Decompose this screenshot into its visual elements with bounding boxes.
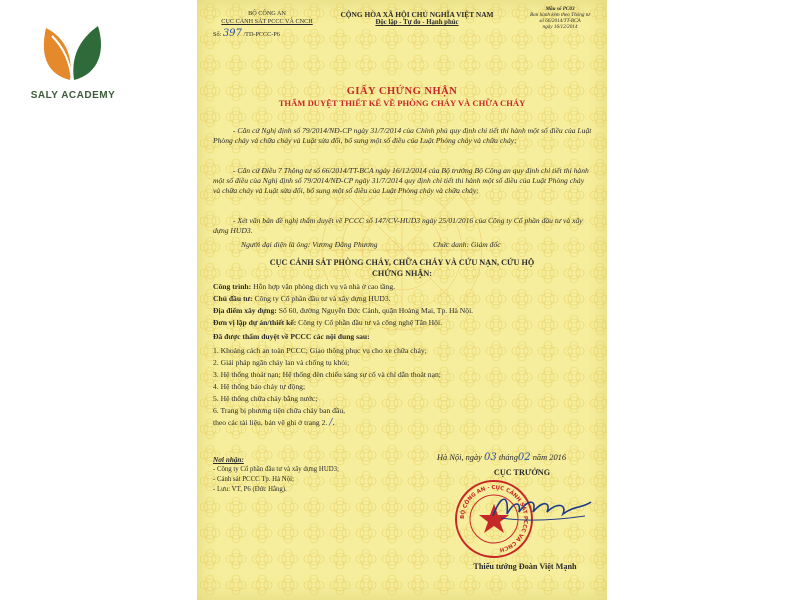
form-date: ngày 16/12/2014	[542, 24, 578, 30]
date-month: 02	[517, 452, 531, 463]
approved-heading: Đã được thẩm duyệt về PCCC các nội dung sau:	[213, 332, 370, 341]
form-code: Mẫu số PC03	[545, 6, 575, 12]
field-project	[213, 282, 395, 291]
field-location	[213, 306, 473, 315]
representative-title	[433, 240, 501, 249]
form-circular: số 66/2014/TT-BCA	[539, 18, 581, 24]
list-item: 5. Hệ thống chữa cháy bằng nước;	[213, 394, 318, 403]
recipient-item: - Lưu: VT, P6 (Đức Hằng).	[213, 486, 287, 493]
list-item: 3. Hệ thống thoát nạn; Hệ thống đèn chiếu sáng sự cố và chỉ dẫn thoát nạn;	[213, 370, 441, 379]
certificate-document	[197, 0, 607, 600]
representative-label: Người đại diện là ông:	[241, 240, 311, 249]
documents-reference	[213, 418, 335, 428]
recipient-item: - Cảnh sát PCCC Tp. Hà Nội;	[213, 476, 294, 483]
seal-text: BỘ CÔNG AN · CỤC CẢNH SÁT PCCC VÀ CNCH	[459, 484, 529, 553]
certifies-heading: CHỨNG NHẬN:	[372, 269, 432, 278]
date-month-label: tháng	[498, 453, 518, 462]
field-value: Công ty Cổ phần đầu tư và công nghệ Tân Hội.	[298, 318, 442, 327]
field-label: Công trình:	[213, 282, 252, 291]
date-prefix: Hà Nội, ngày	[437, 453, 482, 462]
issuer-ministry: BỘ CÔNG AN	[248, 10, 286, 17]
signature	[487, 488, 597, 528]
signer-title: CỤC TRƯỞNG	[493, 468, 551, 477]
documents-handwritten: /.	[329, 418, 336, 428]
basis-circular: - Căn cứ Điều 7 Thông tư số 66/2014/TT-BCA ngày 16/12/2014 của Bộ trưởng Bộ Công an quy định chi tiết thi hành một số điều của Nghị định số 79/2014/NĐ-CP ngày 31/7/2014 quy định chi tiết thi hành một số điều của Luật Phòng cháy và chữa cháy và Luật sửa đổi, bổ sung một số điều của Luật Phòng cháy và chữa cháy;	[213, 166, 589, 196]
national-title: CỘNG HÒA XÃ HỘI CHỦ NGHĨA VIỆT NAM	[340, 10, 494, 19]
representative-title-value: Giám đốc	[470, 240, 501, 249]
document-number	[213, 28, 280, 39]
issue-date	[437, 452, 566, 463]
field-value: Công ty Cổ phần đầu tư và xây dựng HUD3.	[254, 294, 391, 303]
recipient-item: - Công ty Cổ phần đầu tư và xây dựng HUD3;	[213, 466, 339, 473]
representative-title-label: Chức danh:	[433, 240, 469, 249]
issuer-department: CỤC CẢNH SÁT PCCC VÀ CNCH	[221, 18, 313, 25]
field-label: Đơn vị lập dự án/thiết kế:	[213, 318, 297, 327]
representative-line	[241, 240, 378, 249]
list-item: 6. Trang bị phương tiện chữa cháy ban đầu,	[213, 406, 346, 415]
national-motto: Độc lập - Tự do - Hạnh phúc	[375, 19, 459, 26]
number-handwritten: 397	[222, 28, 242, 39]
documents-text: theo các tài liệu, bản vẽ ghi ở trang 2.	[213, 418, 328, 427]
number-suffix: /TD-PCCC-P6	[243, 31, 280, 38]
field-label: Địa điểm xây dựng:	[213, 306, 277, 315]
certificate-subtitle: THẨM DUYỆT THIẾT KẾ VỀ PHÒNG CHÁY VÀ CHỮA CHÁY	[278, 98, 526, 108]
date-year: năm 2016	[532, 453, 567, 462]
field-designer	[213, 318, 442, 327]
form-issued-by: Ban hành kèm theo Thông tư	[529, 12, 591, 18]
saly-academy-logo	[18, 22, 128, 112]
recipients-heading: Nơi nhận:	[213, 456, 244, 464]
list-item: 4. Hệ thống báo cháy tự động;	[213, 382, 306, 391]
signer-name: Thiếu tướng Đoàn Việt Mạnh	[473, 562, 577, 571]
field-value: Số 60, đường Nguyễn Đức Cảnh, quận Hoàng Mai, Tp. Hà Nội.	[278, 306, 474, 315]
list-item: 2. Giải pháp ngăn cháy lan và chống tụ khói;	[213, 358, 350, 367]
leaf-logo-icon	[40, 22, 106, 84]
field-label: Chủ đầu tư:	[213, 294, 253, 303]
brand-name: SALY ACADEMY	[30, 90, 116, 101]
representative-name: Vương Đăng Phương	[312, 240, 378, 249]
date-day: 03	[484, 452, 497, 463]
field-investor	[213, 294, 391, 303]
certificate-title: GIẤY CHỨNG NHẬN	[346, 86, 458, 97]
basis-request: - Xét văn bản đề nghị thẩm duyệt về PCCC số 147/CV-HUD3 ngày 25/01/2016 của Công ty Cổ phần đầu tư và xây dựng HUD3.	[213, 216, 583, 236]
number-prefix: Số:	[213, 31, 222, 38]
basis-decree: - Căn cứ Nghị định số 79/2014/NĐ-CP ngày 31/7/2014 của Chính phủ quy định chi tiết thi hành một số điều của Luật Phòng cháy và chữa cháy và Luật sửa đổi, bổ sung một số điều của Luật Phòng cháy và chữa cháy;	[213, 126, 592, 146]
field-value: Hỗn hợp văn phòng dịch vụ và nhà ở cao tầng.	[253, 282, 396, 291]
agency-name: CỤC CẢNH SÁT PHÒNG CHÁY, CHỮA CHÁY VÀ CỨU NẠN, CỨU HỘ	[269, 258, 535, 267]
list-item: 1. Khoảng cách an toàn PCCC; Giao thông phục vụ cho xe chữa cháy;	[213, 346, 427, 355]
